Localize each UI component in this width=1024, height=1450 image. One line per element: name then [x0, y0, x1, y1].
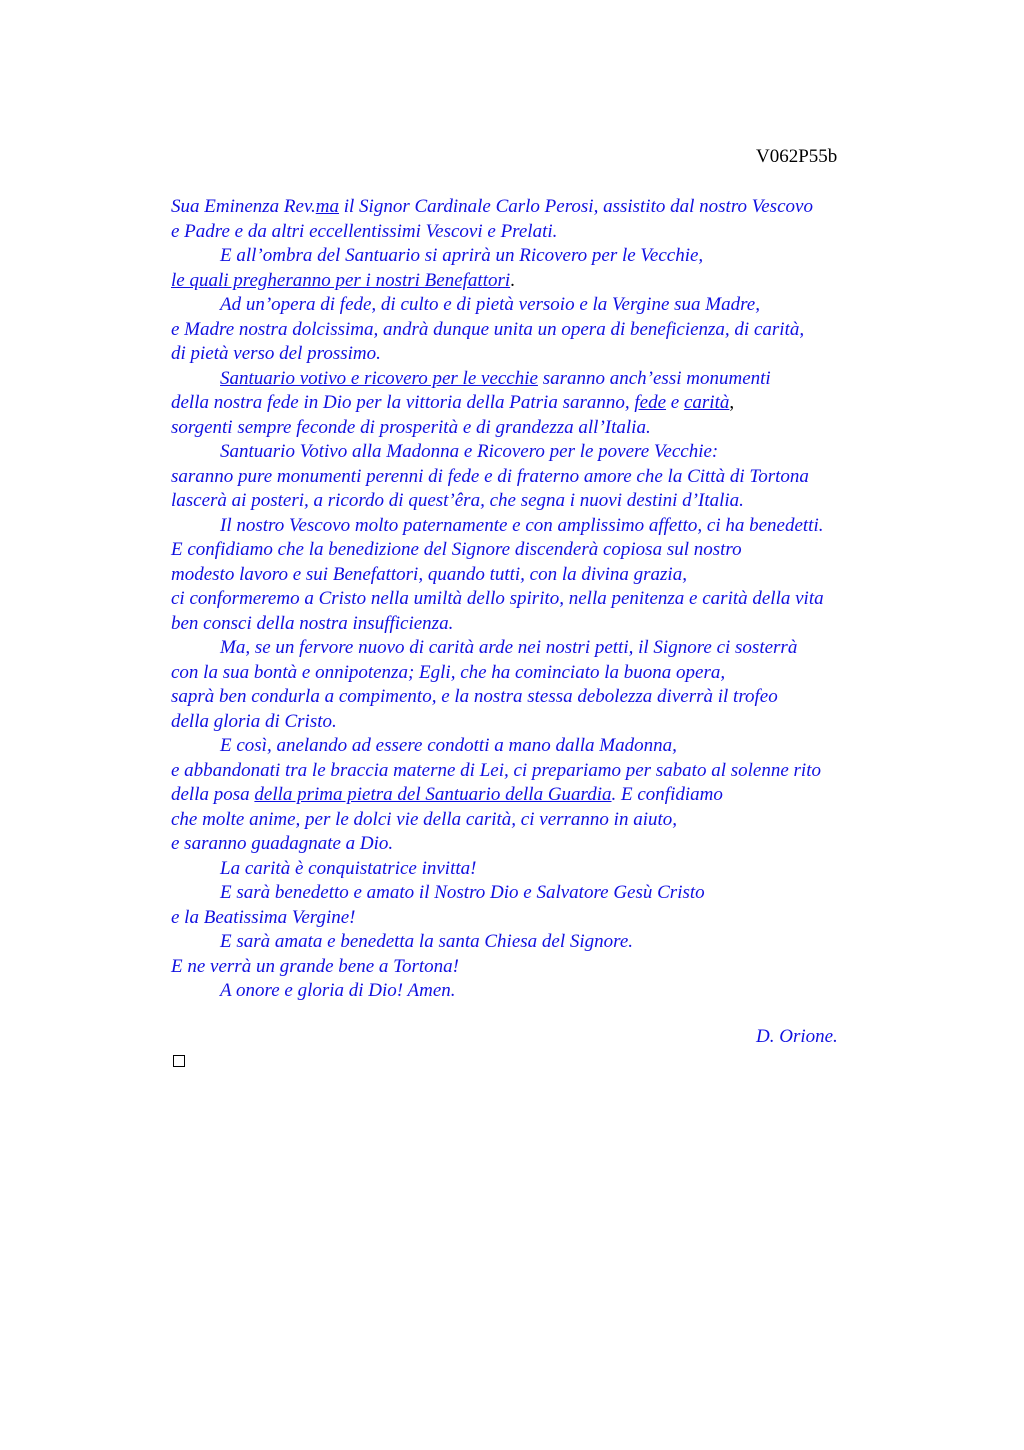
paragraph-start: A onore e gloria di Dio! Amen. [220, 980, 456, 1001]
text-line: e Padre e da altri eccellentissimi Vescovi e Prelati. [171, 220, 558, 242]
text-line: sorgenti sempre feconde di prosperità e di grandezza all’Italia. [171, 416, 651, 438]
paragraph-start: E sarà amata e benedetta la santa Chiesa del Signore. [220, 931, 634, 952]
text-line: e la Beatissima Vergine! [171, 906, 356, 928]
paragraph-start: Santuario votivo e ricovero per le vecchie saranno anch’essi monumenti [220, 367, 771, 389]
paragraph-start: E all’ombra del Santuario si aprirà un Ricovero per le Vecchie, [220, 245, 704, 266]
letter-body [171, 195, 931, 1004]
text-line: Sua Eminenza Rev.ma il Signor Cardinale Carlo Perosi, assistito dal nostro Vescovo [171, 196, 813, 217]
paragraph-start: Il nostro Vescovo molto paternamente e con amplissimo affetto, ci ha benedetti. [220, 514, 824, 536]
text-line: di pietà verso del prossimo. [171, 343, 381, 364]
text-line: e saranno guadagnate a Dio. [171, 833, 394, 854]
text-line: che molte anime, per le dolci vie della carità, ci verranno in aiuto, [171, 808, 678, 830]
text-line: della nostra fede in Dio per la vittoria della Patria saranno, fede e carità, [171, 392, 735, 413]
underlined-abbreviation: ma [315, 196, 339, 217]
page-reference: V062P55b [756, 146, 838, 167]
underlined-phrase: Santuario votivo e ricovero per le vecchie [220, 367, 538, 389]
text-line: e Madre nostra dolcissima, andrà dunque unita un opera di beneficienza, di carità, [171, 318, 805, 340]
paragraph-start: Santuario Votivo alla Madonna e Ricovero per le povere Vecchie: [220, 441, 719, 462]
paragraph-start: La carità è conquistatrice invitta! [220, 857, 477, 879]
text-line: E confidiamo che la benedizione del Signore discenderà copiosa sul nostro [171, 539, 742, 560]
text-line: saprà ben condurla a compimento, e la nostra stessa debolezza diverrà il trofeo [171, 686, 778, 707]
underlined-phrase: della prima pietra del Santuario della Guardia [254, 784, 612, 805]
underlined-word: carità [683, 392, 730, 413]
underlined-phrase: le quali pregheranno per i nostri Benefattori [171, 269, 511, 291]
text-line: della posa della prima pietra del Santuario della Guardia. E confidiamo [171, 784, 723, 805]
text-line: ben consci della nostra insufficienza. [171, 612, 454, 634]
paragraph-start: E così, anelando ad essere condotti a mano dalla Madonna, [220, 735, 677, 756]
signature: D. Orione. [756, 1026, 838, 1047]
text-line: e abbandonati tra le braccia materne di Lei, ci prepariamo per sabato al solenne rito [171, 759, 821, 781]
text-line: le quali pregheranno per i nostri Benefattori. [171, 269, 515, 291]
square-box-icon [173, 1055, 185, 1067]
text-line: modesto lavoro e sui Benefattori, quando tutti, con la divina grazia, [171, 563, 687, 585]
text-line: con la sua bontà e onnipotenza; Egli, che ha cominciato la buona opera, [171, 661, 726, 683]
paragraph-start: E sarà benedetto e amato il Nostro Dio e Salvatore Gesù Cristo [220, 882, 705, 903]
paragraph-start: Ma, se un fervore nuovo di carità arde nei nostri petti, il Signore ci sosterrà [220, 637, 798, 658]
text-line: della gloria di Cristo. [171, 710, 337, 732]
text-line: lascerà ai posteri, a ricordo di quest’êra, che segna i nuovi destini d’Italia. [171, 490, 744, 511]
underlined-word: fede [634, 392, 667, 413]
text-line: saranno pure monumenti perenni di fede e di fraterno amore che la Città di Tortona [171, 465, 809, 487]
text-line: E ne verrà un grande bene a Tortona! [171, 955, 459, 977]
text-line: ci conformeremo a Cristo nella umiltà dello spirito, nella penitenza e carità della vita [171, 588, 824, 609]
paragraph-start: Ad un’opera di fede, di culto e di pietà versoio e la Vergine sua Madre, [220, 294, 760, 315]
